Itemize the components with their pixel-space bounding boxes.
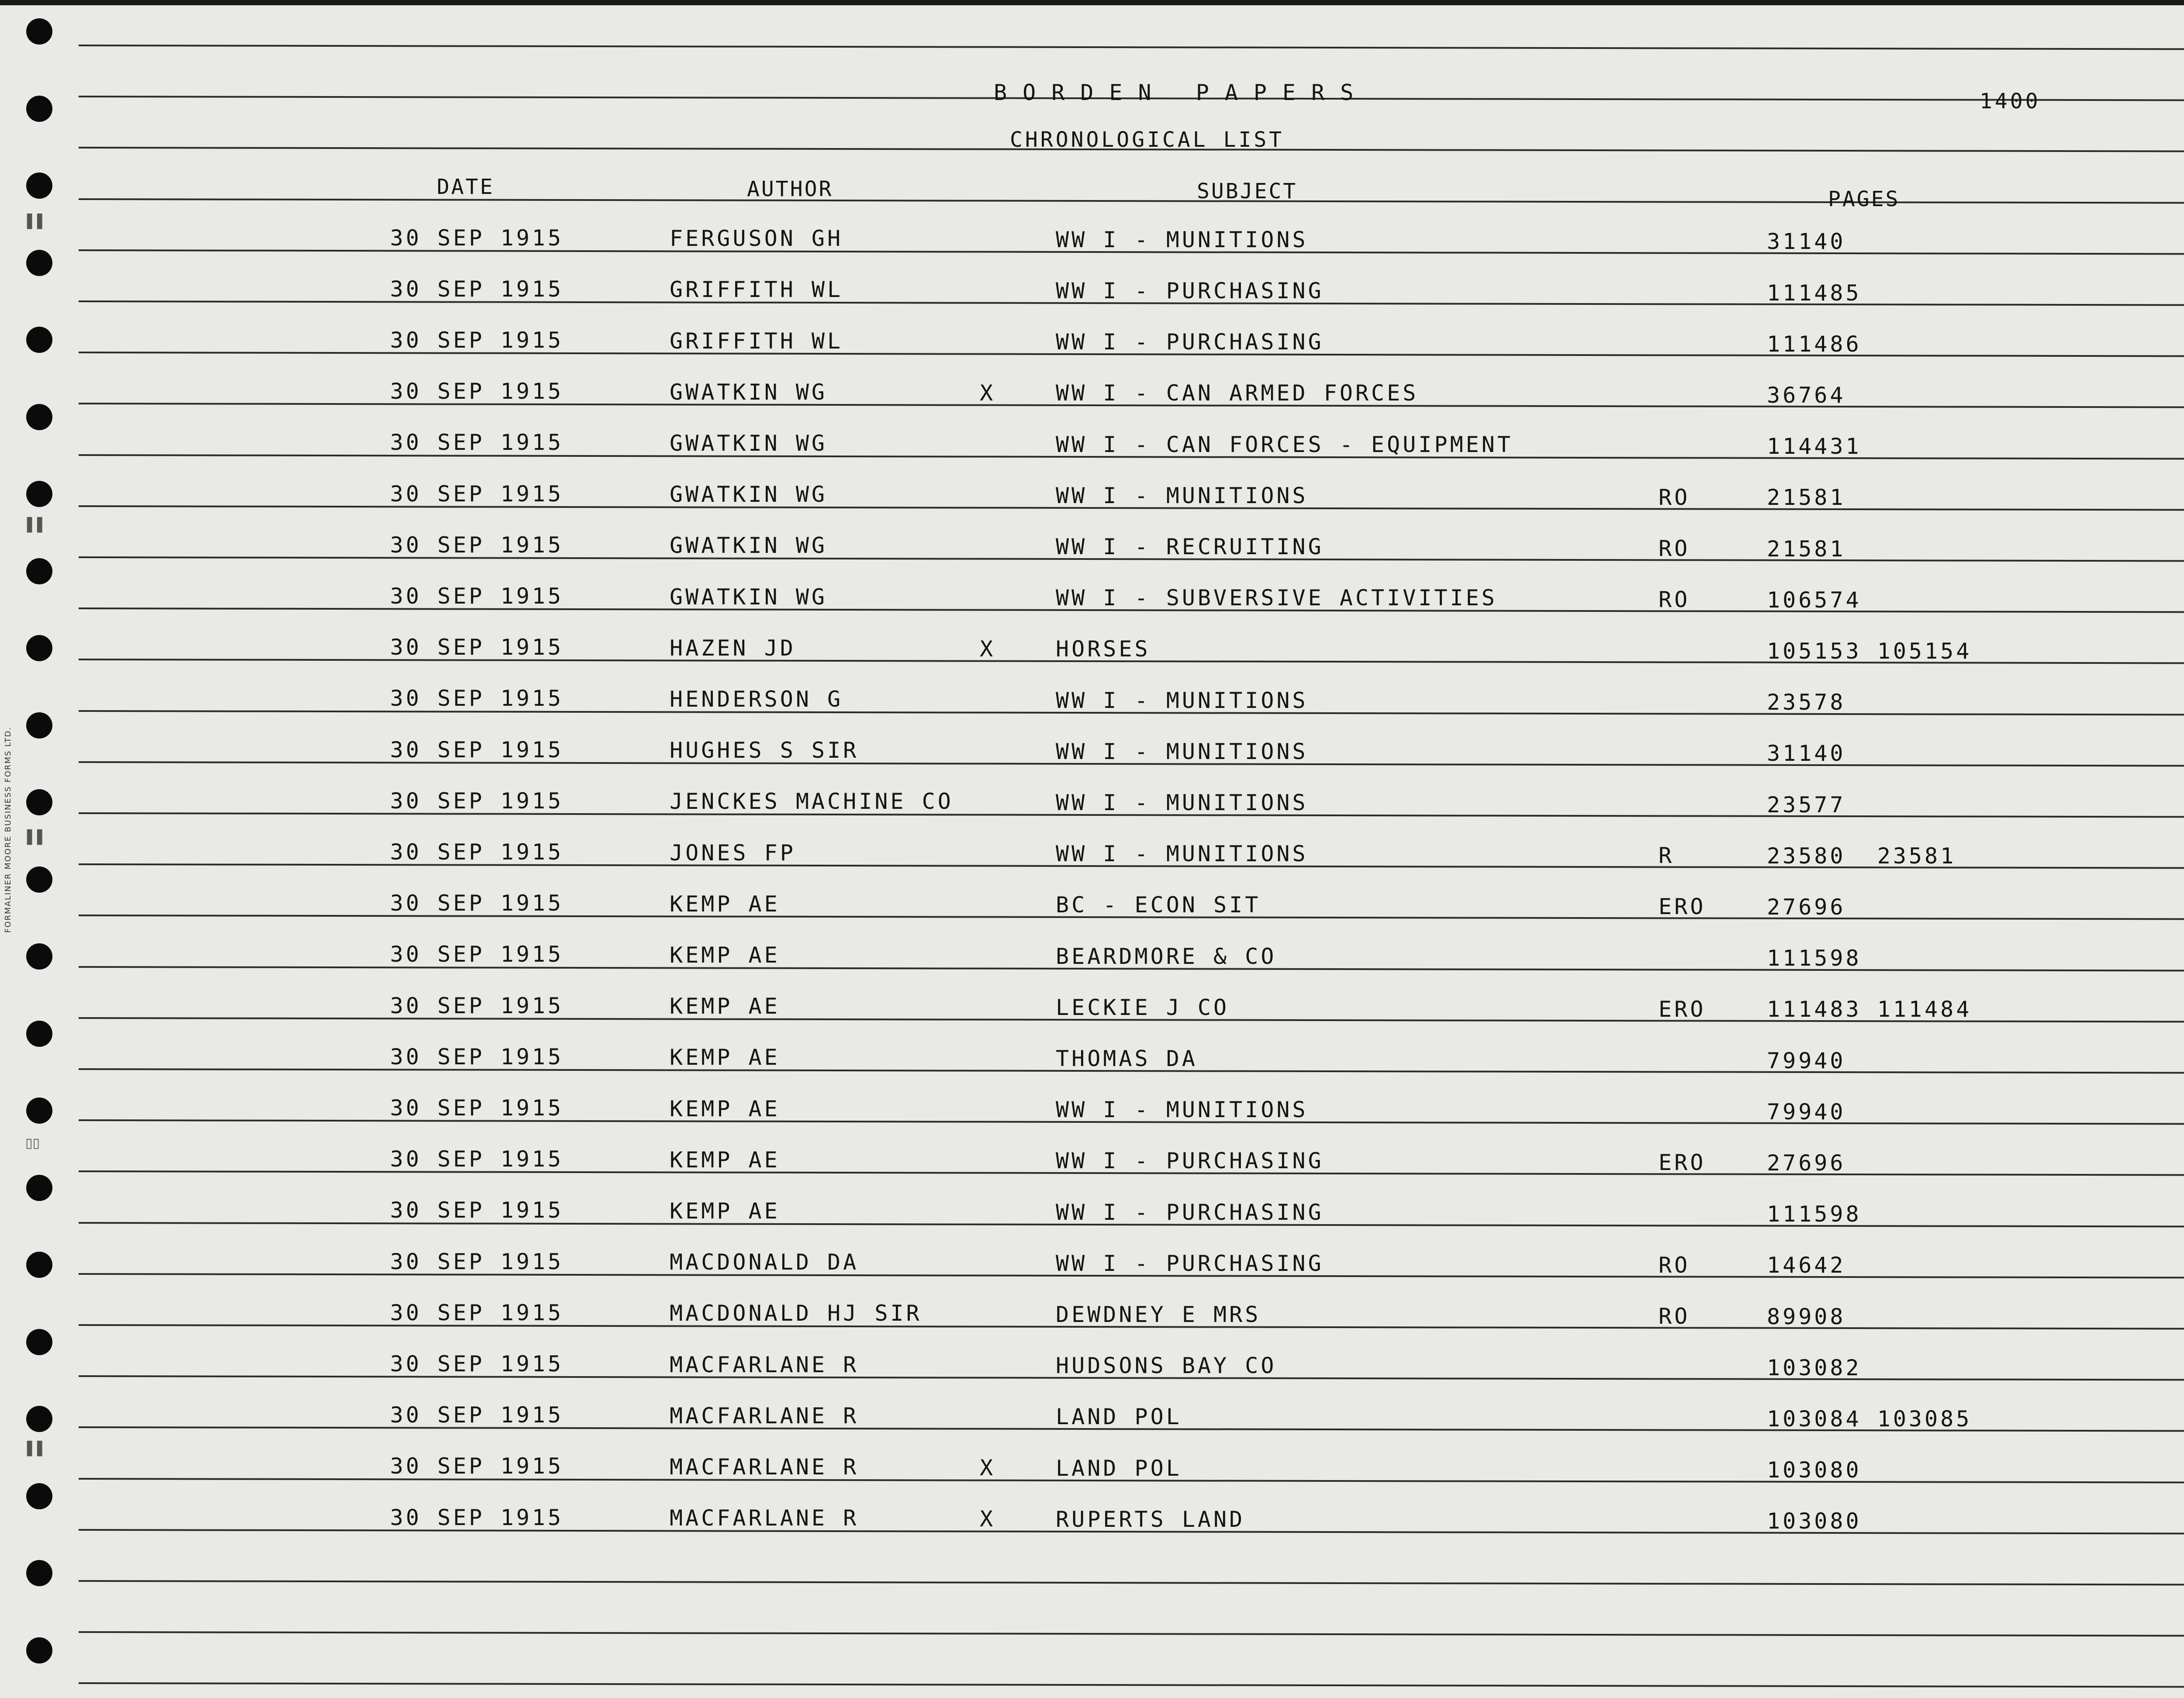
form-imprint: FORMALINER MOORE BUSINESS FORMS LTD. (3, 726, 13, 933)
cell-x-mark: X (980, 636, 996, 662)
cell-pages: 21581 (1767, 536, 1846, 562)
cell-subject: BEARDMORE & CO (1056, 943, 1277, 969)
feed-hole (26, 1637, 52, 1663)
cell-pages: 31140 (1767, 741, 1846, 766)
cell-pages: 111485 (1767, 280, 1862, 306)
cell-x-mark: X (980, 1506, 996, 1532)
cell-subject: LAND POL (1056, 1404, 1182, 1430)
cell-date: 30 SEP 1915 (390, 276, 564, 302)
column-header-author: AUTHOR (747, 177, 833, 201)
feed-hole (26, 943, 52, 970)
cell-subject: WW I - PURCHASING (1056, 278, 1324, 304)
column-header-pages: PAGES (1828, 187, 1900, 211)
cell-date: 30 SEP 1915 (390, 1505, 564, 1530)
cell-code: RO (1659, 484, 1690, 510)
cell-code: RO (1659, 1303, 1690, 1329)
cell-subject: LAND POL (1056, 1455, 1182, 1481)
margin-mark: ▯▯ (25, 1135, 40, 1151)
cell-code: RO (1659, 535, 1690, 561)
cell-author: HUGHES S SIR (670, 738, 859, 763)
feed-hole (26, 558, 52, 584)
cell-subject: WW I - MUNITIONS (1056, 739, 1308, 764)
cell-subject: WW I - RECRUITING (1056, 534, 1324, 559)
cell-date: 30 SEP 1915 (390, 737, 564, 763)
cell-date: 30 SEP 1915 (390, 1351, 564, 1377)
feed-hole (26, 173, 52, 199)
cell-subject: WW I - CAN FORCES - EQUIPMENT (1056, 431, 1513, 457)
cell-pages: 103080 (1767, 1508, 1862, 1534)
cell-author: HENDERSON G (670, 687, 843, 712)
cell-author: GWATKIN WG (670, 482, 828, 507)
cell-author: KEMP AE (670, 942, 780, 968)
feed-hole (26, 404, 52, 430)
margin-mark: ▌▌ (27, 1441, 48, 1456)
column-header-date: DATE (437, 175, 494, 199)
cell-subject: WW I - MUNITIONS (1056, 1097, 1308, 1123)
cell-date: 30 SEP 1915 (390, 1095, 564, 1121)
cell-date: 30 SEP 1915 (390, 583, 564, 609)
cell-date: 30 SEP 1915 (390, 1249, 564, 1274)
feed-hole (26, 250, 52, 276)
cell-date: 30 SEP 1915 (390, 327, 564, 353)
cell-author: GWATKIN WG (670, 584, 828, 610)
cell-subject: BC - ECON SIT (1056, 892, 1261, 918)
cell-pages: 103082 (1767, 1355, 1862, 1380)
cell-author: KEMP AE (670, 891, 780, 917)
cell-date: 30 SEP 1915 (390, 839, 564, 865)
cell-pages: 106574 (1767, 587, 1862, 613)
cell-date: 30 SEP 1915 (390, 430, 564, 456)
cell-date: 30 SEP 1915 (390, 1300, 564, 1325)
cell-pages: 14642 (1767, 1253, 1846, 1278)
cell-pages: 89908 (1767, 1304, 1846, 1329)
cell-subject: WW I - MUNITIONS (1056, 790, 1308, 815)
cell-pages: 27696 (1767, 1150, 1846, 1176)
cell-author: MACFARLANE R (670, 1505, 859, 1531)
cell-author: MACFARLANE R (670, 1352, 859, 1377)
cell-x-mark: X (980, 380, 996, 406)
cell-code: ERO (1659, 1150, 1706, 1176)
cell-date: 30 SEP 1915 (390, 942, 564, 967)
cell-date: 30 SEP 1915 (390, 635, 564, 660)
ruled-line (79, 1580, 2184, 1586)
cell-pages: 103080 (1767, 1457, 1862, 1483)
cell-subject: DEWDNEY E MRS (1056, 1301, 1261, 1327)
cell-date: 30 SEP 1915 (390, 1402, 564, 1428)
feed-hole (26, 1175, 52, 1201)
feed-hole (26, 96, 52, 122)
margin-mark: ▌▌ (27, 214, 48, 229)
cell-date: 30 SEP 1915 (390, 532, 564, 558)
cell-code: R (1659, 843, 1675, 869)
cell-author: MACFARLANE R (670, 1403, 859, 1429)
feed-hole (26, 327, 52, 353)
cell-subject: WW I - PURCHASING (1056, 329, 1324, 355)
cell-subject: WW I - MUNITIONS (1056, 687, 1308, 713)
cell-author: JONES FP (670, 840, 796, 866)
cell-pages: 23580 23581 (1767, 843, 1956, 869)
cell-subject: RUPERTS LAND (1056, 1506, 1245, 1532)
cell-date: 30 SEP 1915 (390, 481, 564, 507)
feed-hole (26, 1329, 52, 1355)
cell-author: MACDONALD HJ SIR (670, 1301, 922, 1326)
feed-hole (26, 635, 52, 661)
cell-subject: WW I - SUBVERSIVE ACTIVITIES (1056, 585, 1497, 611)
feed-hole (26, 1406, 52, 1432)
cell-date: 30 SEP 1915 (390, 379, 564, 404)
cell-subject: LECKIE J CO (1056, 994, 1230, 1020)
cell-code: ERO (1659, 996, 1706, 1022)
cell-pages: 111486 (1767, 331, 1862, 357)
cell-pages: 31140 (1767, 229, 1846, 255)
feed-hole (26, 18, 52, 45)
feed-hole (26, 1021, 52, 1047)
margin-mark: ▌▌ (27, 518, 48, 533)
cell-subject: WW I - MUNITIONS (1056, 483, 1308, 508)
cell-author: MACFARLANE R (670, 1454, 859, 1480)
cell-pages: 105153 105154 (1767, 638, 1972, 664)
cell-subject: WW I - CAN ARMED FORCES (1056, 380, 1419, 406)
cell-pages: 79940 (1767, 1048, 1846, 1073)
cell-pages: 21581 (1767, 485, 1846, 511)
cell-pages: 23577 (1767, 792, 1846, 818)
cell-author: KEMP AE (670, 1147, 780, 1173)
ruled-line (79, 45, 2184, 50)
cell-pages: 103084 103085 (1767, 1406, 1972, 1432)
cell-author: GWATKIN WG (670, 379, 828, 405)
cell-author: GWATKIN WG (670, 431, 828, 456)
cell-code: RO (1659, 1252, 1690, 1278)
margin-mark: ▌▌ (27, 830, 48, 845)
cell-subject: WW I - PURCHASING (1056, 1199, 1324, 1225)
document-title: BORDEN PAPERS (994, 80, 1369, 105)
feed-hole (26, 1560, 52, 1586)
cell-pages: 27696 (1767, 894, 1846, 920)
cell-subject: WW I - MUNITIONS (1056, 227, 1308, 252)
cell-author: KEMP AE (670, 1096, 780, 1122)
cell-author: KEMP AE (670, 994, 780, 1019)
cell-subject: HUDSONS BAY CO (1056, 1353, 1277, 1379)
feed-hole (26, 866, 52, 893)
cell-author: HAZEN JD (670, 635, 796, 661)
cell-date: 30 SEP 1915 (390, 225, 564, 251)
cell-author: JENCKES MACHINE CO (670, 789, 954, 814)
feed-hole (26, 1252, 52, 1278)
ruled-line (79, 1682, 2184, 1688)
feed-hole (26, 789, 52, 815)
cell-pages: 36764 (1767, 382, 1846, 408)
cell-author: GRIFFITH WL (670, 277, 843, 303)
cell-subject: THOMAS DA (1056, 1046, 1198, 1071)
cell-subject: HORSES (1056, 636, 1151, 662)
column-header-subject: SUBJECT (1197, 179, 1298, 204)
cell-author: GRIFFITH WL (670, 328, 843, 354)
cell-pages: 111598 (1767, 1201, 1862, 1227)
page-number: 1400 (1980, 89, 2041, 114)
cell-date: 30 SEP 1915 (390, 993, 564, 1018)
cell-date: 30 SEP 1915 (390, 788, 564, 814)
feed-hole (26, 1097, 52, 1124)
cell-author: KEMP AE (670, 1045, 780, 1070)
cell-subject: WW I - PURCHASING (1056, 1250, 1324, 1276)
cell-code: RO (1659, 587, 1690, 613)
cell-subject: WW I - PURCHASING (1056, 1148, 1324, 1174)
cell-date: 30 SEP 1915 (390, 1044, 564, 1070)
feed-hole (26, 1483, 52, 1509)
top-edge (0, 0, 2184, 5)
cell-code: ERO (1659, 894, 1706, 920)
cell-author: MACDONALD DA (670, 1249, 859, 1275)
cell-date: 30 SEP 1915 (390, 1146, 564, 1172)
cell-pages: 114431 (1767, 434, 1862, 459)
feed-hole (26, 481, 52, 507)
ruled-line (79, 1631, 2184, 1637)
cell-author: KEMP AE (670, 1198, 780, 1224)
cell-author: GWATKIN WG (670, 533, 828, 559)
cell-date: 30 SEP 1915 (390, 686, 564, 711)
cell-date: 30 SEP 1915 (390, 890, 564, 916)
cell-author: FERGUSON GH (670, 226, 843, 252)
cell-date: 30 SEP 1915 (390, 1453, 564, 1479)
cell-date: 30 SEP 1915 (390, 1198, 564, 1223)
cell-subject: WW I - MUNITIONS (1056, 841, 1308, 867)
cell-pages: 23578 (1767, 690, 1846, 715)
cell-pages: 111483 111484 (1767, 997, 1972, 1022)
feed-hole (26, 712, 52, 739)
cell-pages: 111598 (1767, 946, 1862, 971)
cell-pages: 79940 (1767, 1099, 1846, 1125)
document-subtitle: CHRONOLOGICAL LIST (1010, 128, 1285, 152)
cell-x-mark: X (980, 1455, 996, 1481)
